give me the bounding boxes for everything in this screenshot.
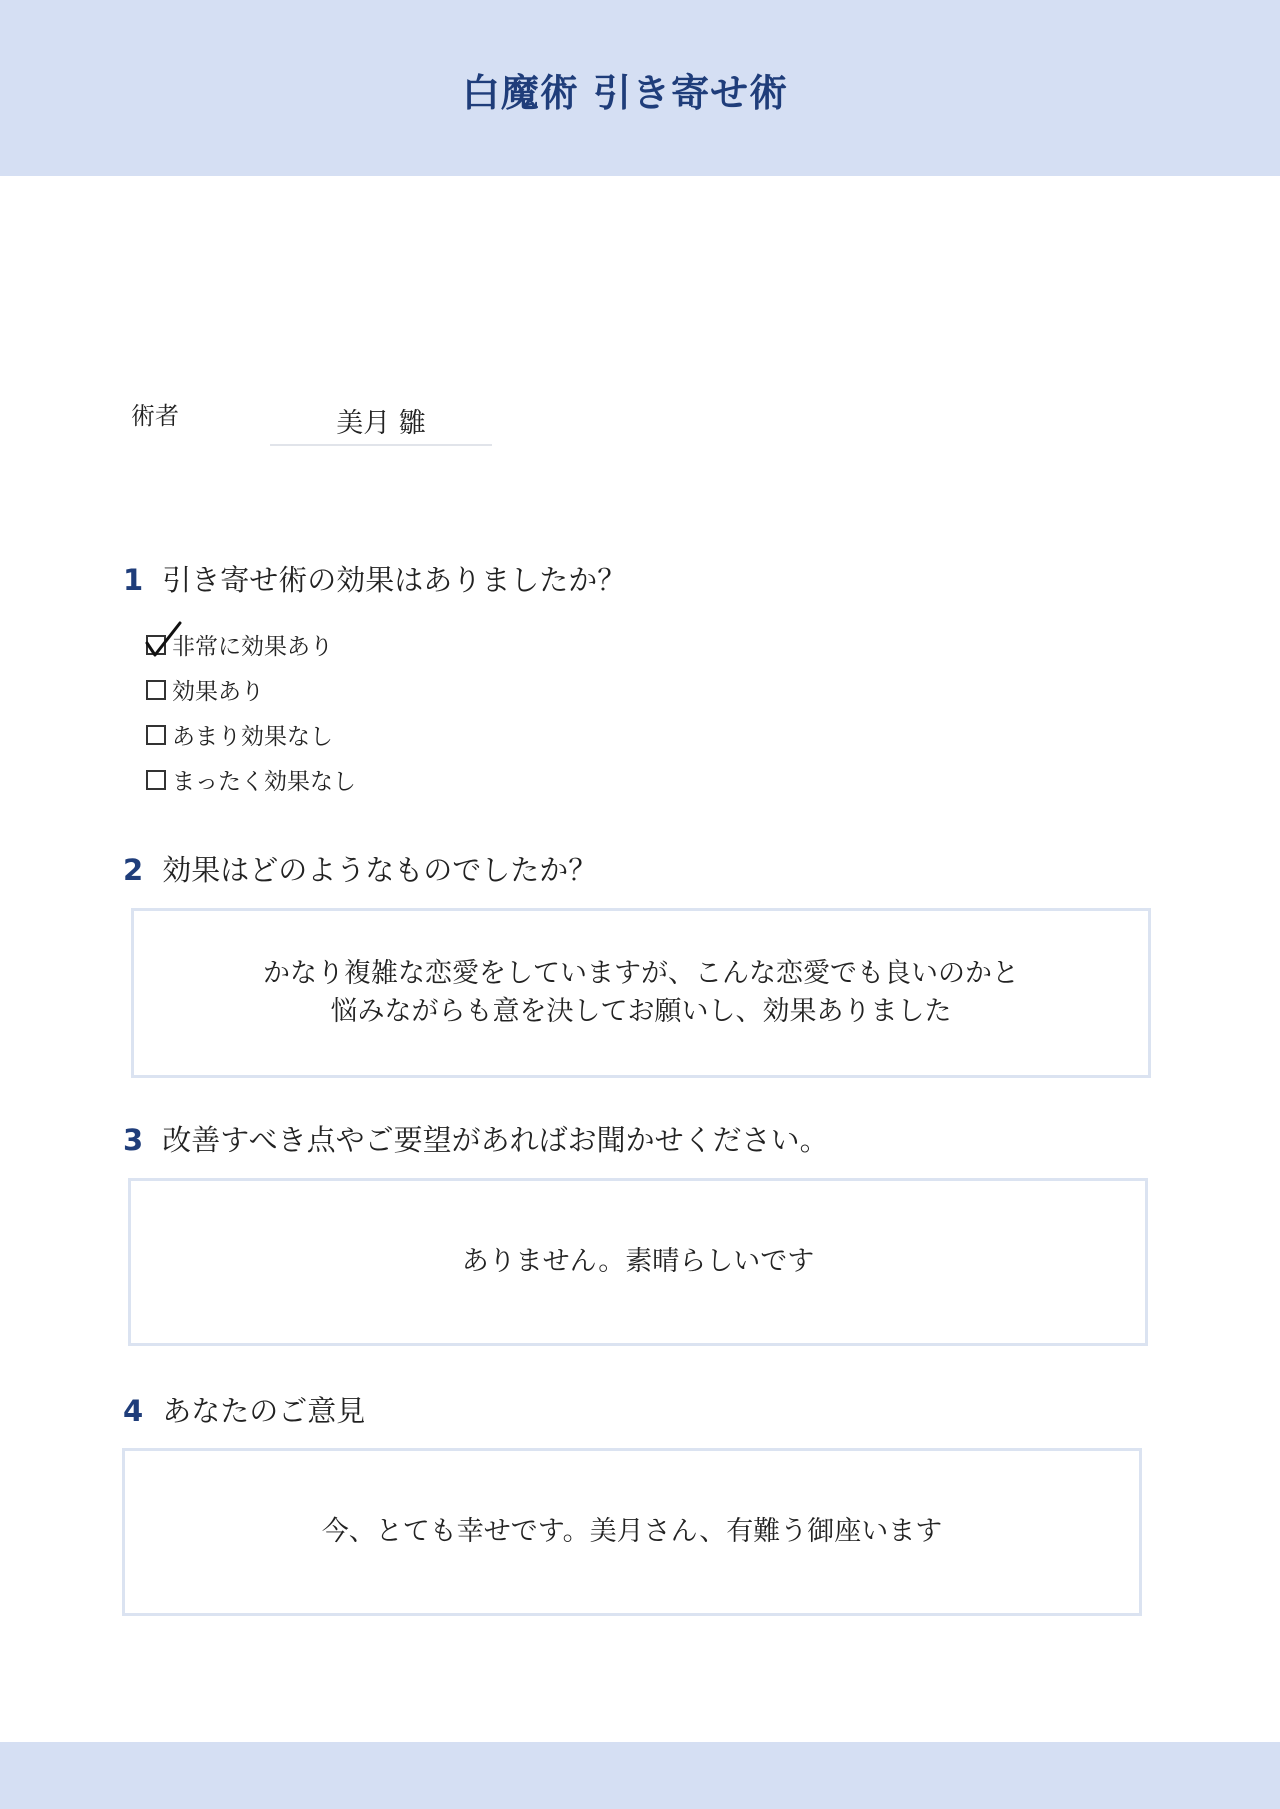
question-3 bbox=[123, 1122, 829, 1158]
q1-options bbox=[146, 622, 356, 802]
answer-text-line-2: 悩みながらも意を決してお願いし、効果ありました bbox=[330, 996, 952, 1027]
question-number: 2 bbox=[123, 853, 144, 887]
checkbox[interactable] bbox=[146, 725, 166, 745]
question-2 bbox=[123, 852, 597, 888]
question-text: 効果はどのようなものでしたか？ bbox=[162, 853, 598, 887]
footer-banner bbox=[0, 1742, 1280, 1809]
checkbox[interactable] bbox=[146, 680, 166, 700]
page-title: 白魔術 引き寄せ術 bbox=[461, 71, 789, 115]
option-label: あまり効果なし bbox=[172, 724, 333, 750]
question-4 bbox=[123, 1393, 365, 1429]
checkbox-checked[interactable] bbox=[146, 635, 166, 655]
question-number: 3 bbox=[123, 1123, 144, 1157]
author-label: 術者 bbox=[131, 402, 179, 430]
question-number: 4 bbox=[123, 1394, 144, 1428]
question-number: 1 bbox=[123, 563, 144, 597]
author-name-field: 美月 雛 bbox=[270, 404, 492, 446]
question-1 bbox=[123, 562, 626, 598]
checkbox[interactable] bbox=[146, 770, 166, 790]
option-very-effective[interactable] bbox=[146, 622, 356, 667]
question-text: 引き寄せ術の効果はありましたか？ bbox=[162, 563, 627, 597]
answer-box-2 bbox=[131, 908, 1151, 1078]
answer-text: ありません。素晴らしいです bbox=[461, 1246, 815, 1277]
option-not-very-effective[interactable] bbox=[146, 712, 356, 757]
answer-box-3 bbox=[128, 1178, 1148, 1346]
option-label: まったく効果なし bbox=[172, 769, 356, 795]
option-not-effective-at-all[interactable] bbox=[146, 757, 356, 802]
answer-text-line-1: かなり複雑な恋愛をしていますが、こんな恋愛でも良いのかと bbox=[263, 958, 1019, 989]
answer-box-4 bbox=[122, 1448, 1142, 1616]
option-effective[interactable] bbox=[146, 667, 356, 712]
option-label: 非常に効果あり bbox=[172, 634, 333, 660]
question-text: 改善すべき点やご要望があればお聞かせください。 bbox=[162, 1123, 829, 1157]
answer-text: 今、とても幸せです。美月さん、有難う御座います bbox=[321, 1516, 943, 1547]
checkmark-icon bbox=[144, 621, 184, 663]
question-text: あなたのご意見 bbox=[162, 1394, 366, 1428]
option-label: 効果あり bbox=[172, 679, 264, 705]
